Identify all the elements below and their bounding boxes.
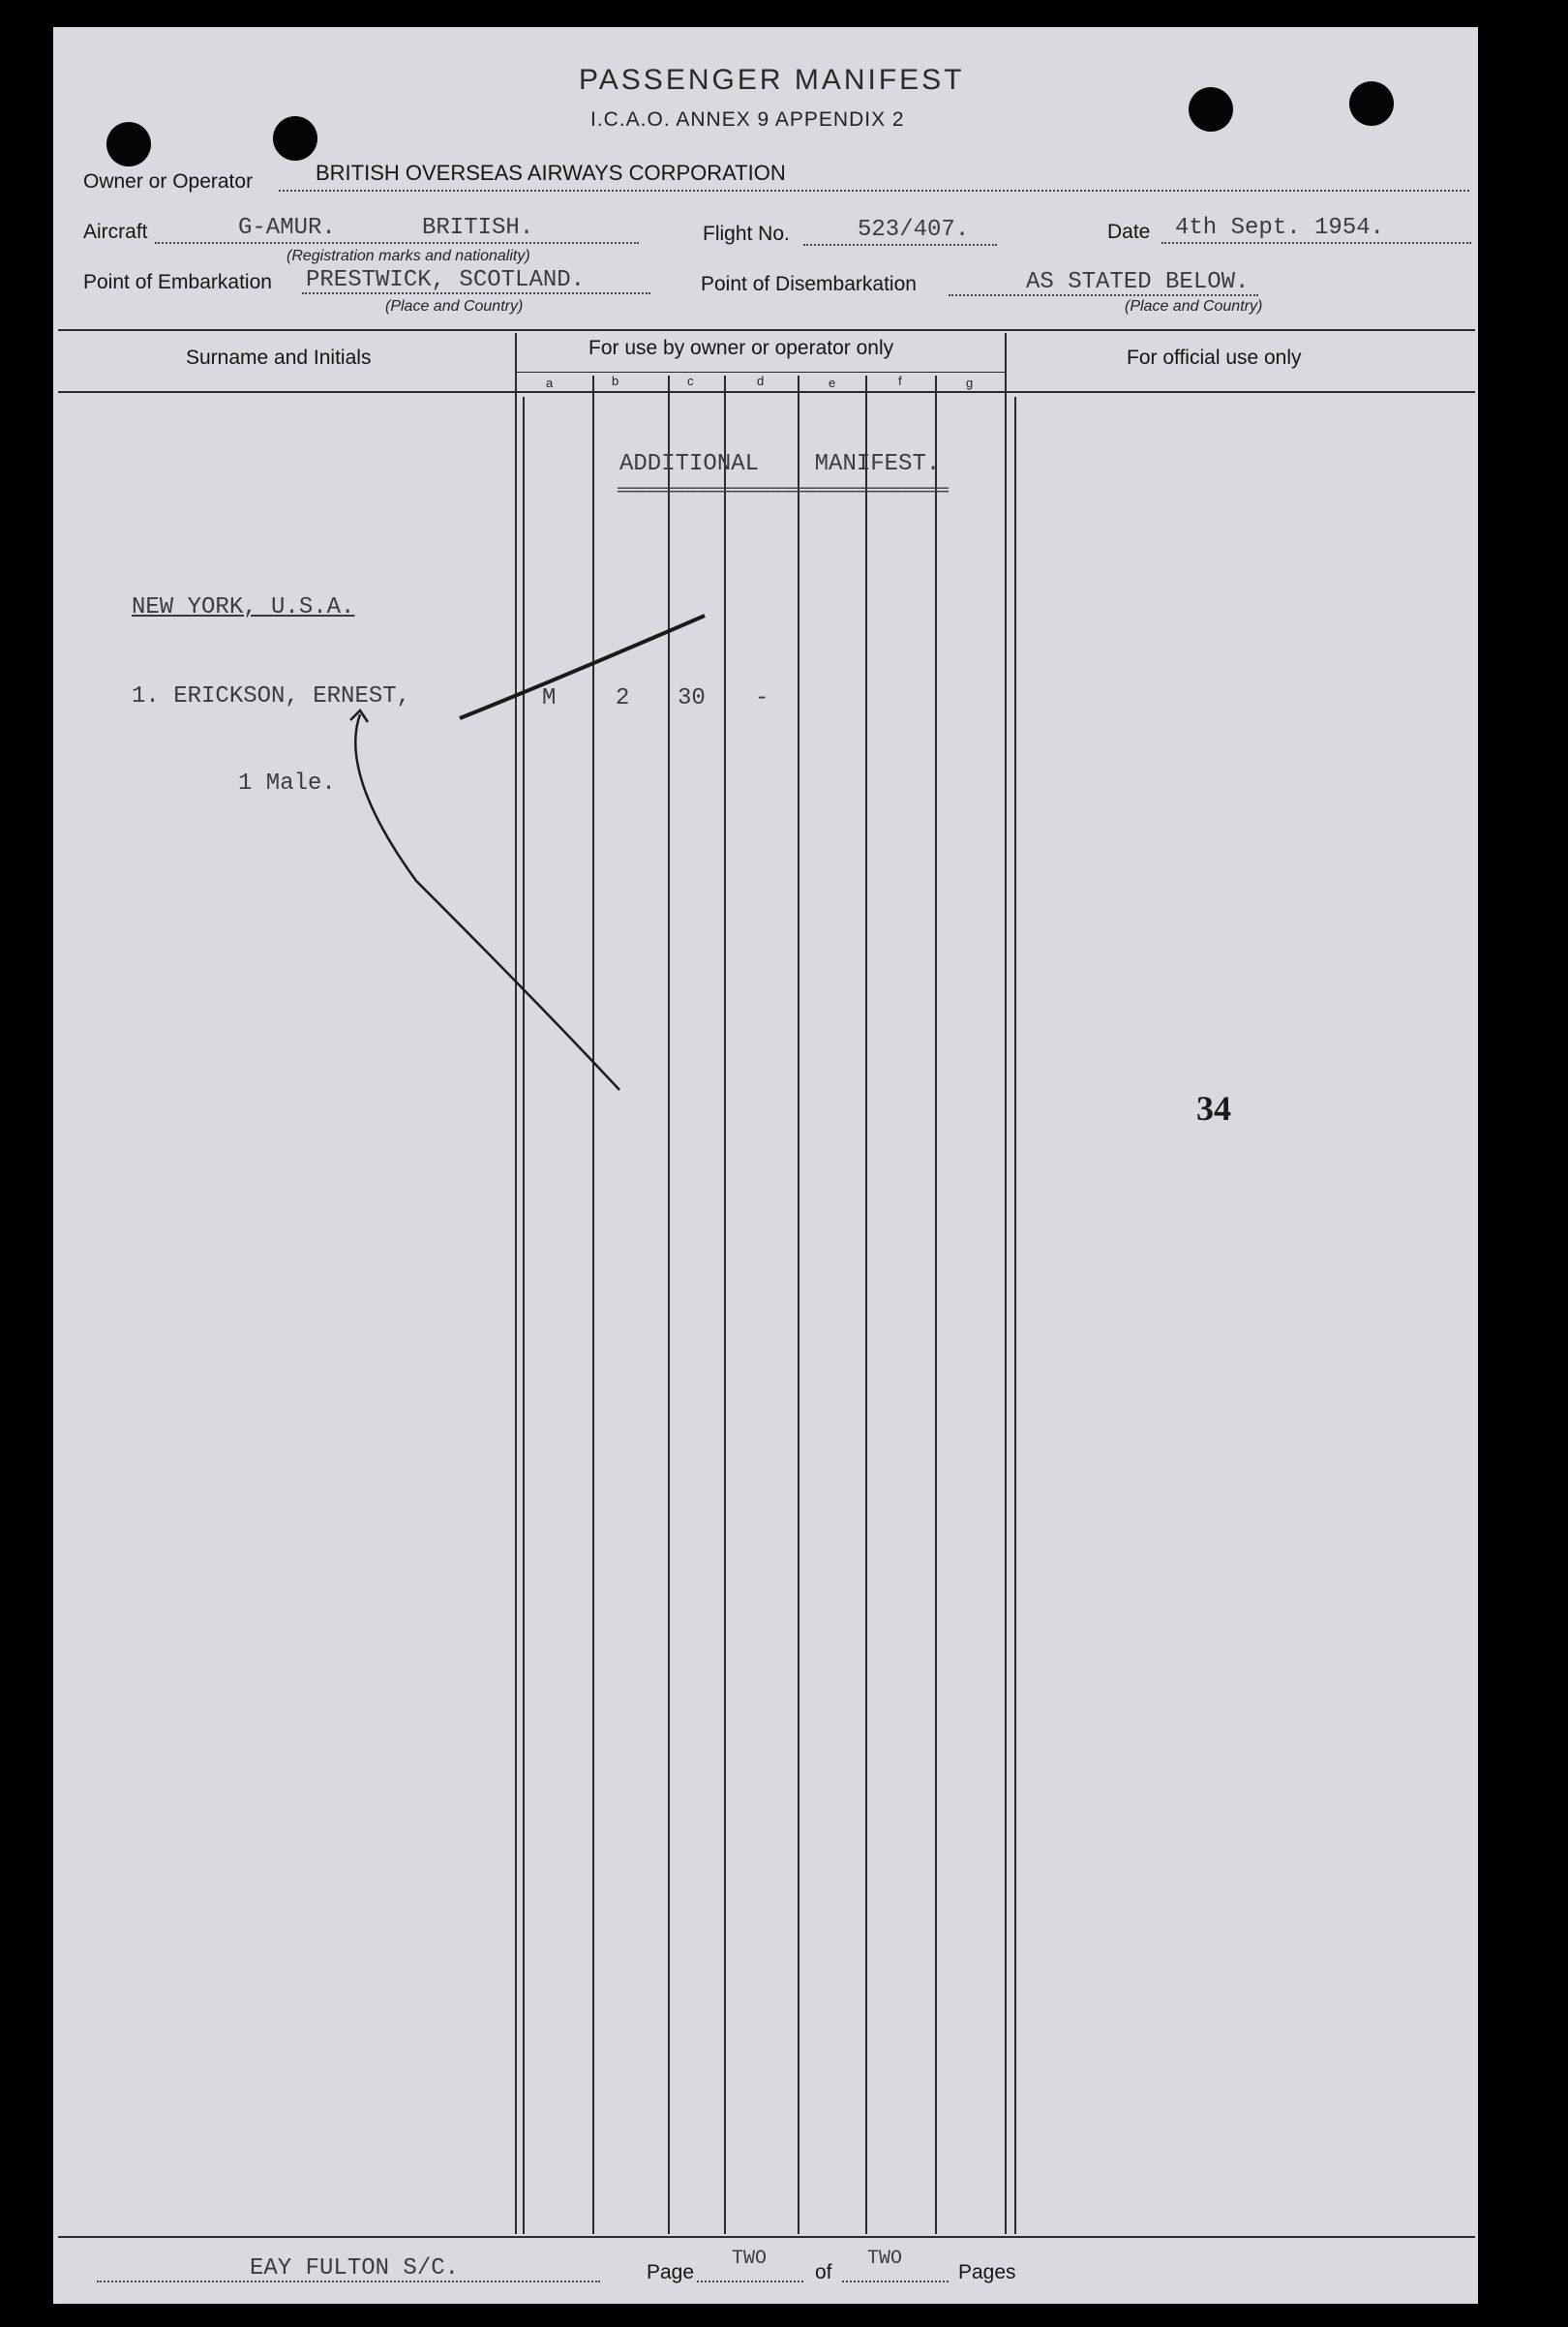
form-title: PASSENGER MANIFEST [579, 64, 965, 96]
footer-rule [58, 2236, 1475, 2238]
column-letter-b: b [612, 374, 619, 388]
destination-heading: NEW YORK, U.S.A. [132, 594, 355, 620]
column-letter-a: a [546, 376, 554, 390]
column-letter-d: d [757, 374, 765, 388]
column-letter-g: g [966, 376, 974, 390]
of-dotted-line [842, 2281, 949, 2282]
date-value: 4th Sept. 1954. [1175, 215, 1385, 241]
prepared-by-value: EAY FULTON S/C. [250, 2255, 460, 2282]
page-value: TWO [732, 2248, 768, 2270]
flight-label: Flight No. [703, 223, 790, 245]
owner-use-header: For use by owner or operator only [588, 337, 894, 359]
passenger-col-d: - [755, 685, 769, 711]
date-label: Date [1107, 221, 1151, 243]
pen-stroke [460, 616, 705, 718]
disembarkation-label: Point of Disembarkation [701, 273, 917, 295]
disembarkation-note: (Place and Country) [1125, 298, 1263, 315]
embarkation-note: (Place and Country) [385, 298, 524, 315]
owner-label: Owner or Operator [83, 170, 254, 193]
disembarkation-value: AS STATED BELOW. [1026, 269, 1250, 295]
page-dotted-line [697, 2281, 803, 2282]
embarkation-label: Point of Embarkation [83, 271, 272, 293]
embarkation-value: PRESTWICK, SCOTLAND. [306, 267, 586, 293]
passenger-summary: 1 Male. [238, 771, 336, 797]
page-label: Page [647, 2261, 695, 2283]
prepared-by-dotted-line [97, 2281, 600, 2282]
form-subtitle: I.C.A.O. ANNEX 9 APPENDIX 2 [590, 108, 905, 131]
of-value: TWO [867, 2248, 903, 2270]
column-letter-e: e [829, 376, 836, 390]
stamp-number: 34 [1196, 1089, 1231, 1128]
passenger-col-b: 2 [616, 685, 630, 711]
column-letter-c: c [687, 374, 694, 388]
owner-value: BRITISH OVERSEAS AIRWAYS CORPORATION [316, 161, 786, 185]
official-use-header: For official use only [1127, 347, 1302, 369]
aircraft-registration: G-AMUR. [238, 215, 336, 241]
flight-value: 523/407. [858, 217, 970, 243]
passenger-sex: M [542, 685, 557, 711]
aircraft-note: (Registration marks and nationality) [286, 248, 530, 264]
passenger-age: 30 [678, 685, 706, 711]
pen-stroke [355, 714, 619, 1090]
aircraft-nationality: BRITISH. [422, 215, 534, 241]
surname-header: Surname and Initials [186, 347, 372, 369]
passenger-entry: 1. ERICKSON, ERNEST, [132, 683, 411, 710]
column-letter-f: f [898, 374, 902, 388]
additional-manifest-banner: ADDITIONAL MANIFEST. [619, 451, 941, 477]
pages-label: Pages [958, 2261, 1016, 2283]
of-label: of [815, 2261, 832, 2283]
aircraft-label: Aircraft [83, 221, 148, 243]
banner-double-underline: ═══════════════════════════════ [618, 480, 949, 502]
